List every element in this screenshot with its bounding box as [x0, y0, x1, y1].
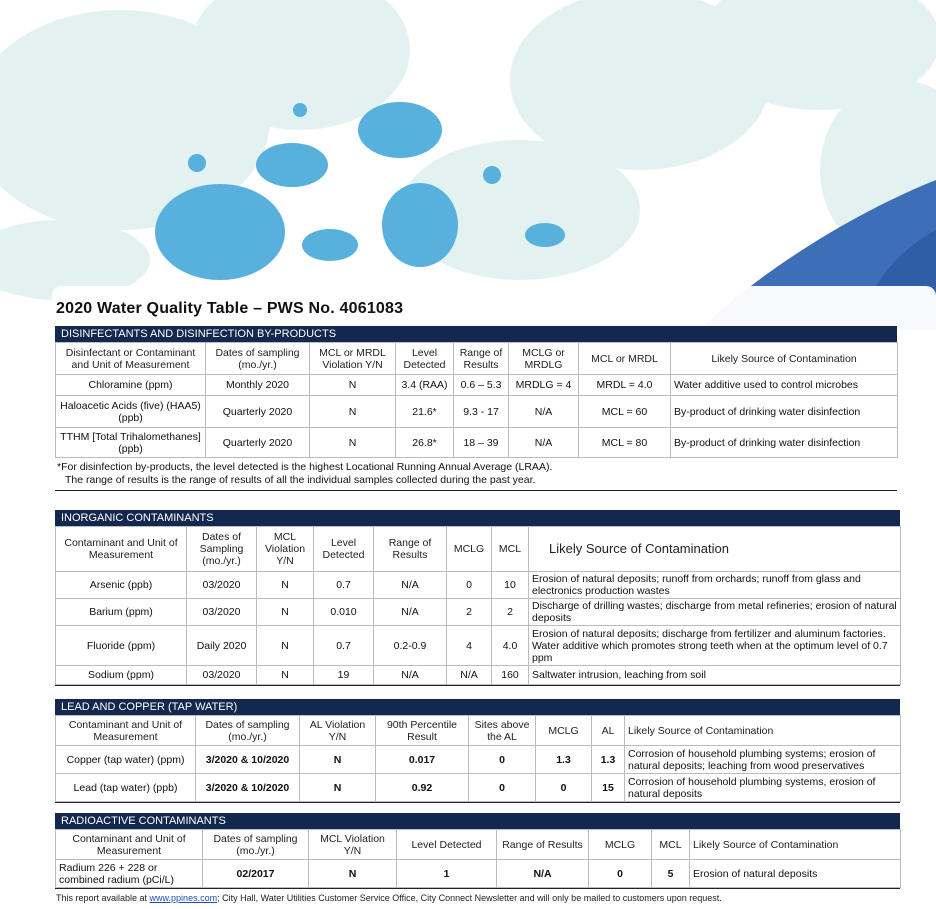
- table-cell: 0: [447, 572, 492, 599]
- section-heading: DISINFECTANTS AND DISINFECTION BY-PRODUCTS: [55, 326, 897, 342]
- column-header: MCL or MRDL Violation Y/N: [310, 343, 396, 375]
- table-cell: 3.4 (RAA): [396, 375, 454, 396]
- column-header: MCLG: [447, 527, 492, 572]
- table-cell: 0: [469, 774, 536, 802]
- lead-copper-section: [55, 699, 900, 803]
- column-header: MCL: [652, 830, 690, 860]
- table-row: [56, 428, 898, 458]
- table-cell: Haloacetic Acids (five) (HAA5) (ppb): [56, 396, 206, 428]
- column-header: Range of Results: [454, 343, 509, 375]
- table-cell: 2: [447, 599, 492, 626]
- column-header: 90th Percentile Result: [376, 716, 469, 746]
- table-cell: Water additive used to control microbes: [671, 375, 898, 396]
- table-cell: 0.010: [314, 599, 374, 626]
- table-cell: 4.0: [492, 626, 529, 666]
- header-row: [56, 830, 901, 860]
- droplet: [293, 103, 307, 117]
- table-cell: N/A: [509, 396, 579, 428]
- column-header: Dates of sampling (mo./yr.): [203, 830, 309, 860]
- droplet: [256, 143, 328, 187]
- column-header: MCL: [492, 527, 529, 572]
- footer-suffix: ; City Hall, Water Utilities Customer Service Office, City Connect Newsletter and will only be mailed to customers upon request.: [217, 893, 722, 903]
- section-heading: INORGANIC CONTAMINANTS: [55, 510, 900, 526]
- table-cell: N/A: [374, 666, 447, 685]
- footnote-line: *For disinfection by-products, the level detected is the highest Locational Running Annual Average (LRAA).: [57, 461, 553, 473]
- table-cell: Radium 226 + 228 or combined radium (pCi/L): [56, 860, 203, 888]
- table-cell: MCL = 80: [579, 428, 671, 458]
- header-row: [56, 716, 901, 746]
- table-cell: MRDLG = 4: [509, 375, 579, 396]
- section-heading: LEAD AND COPPER (TAP WATER): [55, 699, 900, 715]
- column-header: Likely Source of Contamination: [671, 343, 898, 375]
- table-cell: 0.92: [376, 774, 469, 802]
- column-header: MCLG: [536, 716, 592, 746]
- table-cell: MCL = 60: [579, 396, 671, 428]
- table-cell: N/A: [497, 860, 589, 888]
- table-cell: 0.7: [314, 572, 374, 599]
- column-header: Level Detected: [314, 527, 374, 572]
- table-cell: 26.8*: [396, 428, 454, 458]
- table-cell: Sodium (ppm): [56, 666, 187, 685]
- table-cell: 0.6 – 5.3: [454, 375, 509, 396]
- footnote-line: The range of results is the range of results of all the individual samples collected during the past year.: [65, 474, 536, 486]
- table-cell: 0.2-0.9: [374, 626, 447, 666]
- table-cell: N: [257, 666, 314, 685]
- table-cell: 03/2020: [187, 666, 257, 685]
- table-cell: Corrosion of household plumbing systems, erosion of natural deposits: [625, 774, 901, 802]
- column-header: MCL Violation Y/N: [309, 830, 397, 860]
- table-cell: Barium (ppm): [56, 599, 187, 626]
- radioactive-section: [55, 813, 900, 889]
- droplet: [302, 229, 358, 261]
- table-cell: Arsenic (ppb): [56, 572, 187, 599]
- droplet: [155, 184, 285, 280]
- column-header: MCL or MRDL: [579, 343, 671, 375]
- column-header: Likely Source of Contamination: [529, 527, 901, 572]
- table-cell: Copper (tap water) (ppm): [56, 746, 196, 774]
- footer-note: [56, 893, 722, 903]
- droplet: [483, 166, 501, 184]
- table-cell: 160: [492, 666, 529, 685]
- footer-prefix: This report available at: [56, 893, 150, 903]
- column-header: Disinfectant or Contaminant and Unit of Measurement: [56, 343, 206, 375]
- table-cell: 1.3: [592, 746, 625, 774]
- table-cell: 19: [314, 666, 374, 685]
- droplet: [358, 102, 442, 158]
- column-header: Contaminant and Unit of Measurement: [56, 527, 187, 572]
- table-cell: N: [300, 746, 376, 774]
- column-header: MCLG or MRDLG: [509, 343, 579, 375]
- table-cell: By-product of drinking water disinfection: [671, 428, 898, 458]
- radioactive-table: [55, 829, 901, 888]
- column-header: Range of Results: [374, 527, 447, 572]
- column-header: MCLG: [589, 830, 652, 860]
- website-link[interactable]: www.ppines.com: [149, 893, 218, 903]
- table-cell: By-product of drinking water disinfection: [671, 396, 898, 428]
- column-header: Dates of Sampling (mo./yr.): [187, 527, 257, 572]
- column-header: Sites above the AL: [469, 716, 536, 746]
- table-cell: Erosion of natural deposits: [690, 860, 901, 888]
- table-cell: MRDL = 4.0: [579, 375, 671, 396]
- table-cell: N: [310, 428, 396, 458]
- column-header: Level Detected: [396, 343, 454, 375]
- column-header: Dates of sampling (mo./yr.): [196, 716, 300, 746]
- section-heading: RADIOACTIVE CONTAMINANTS: [55, 813, 900, 829]
- column-header: Contaminant and Unit of Measurement: [56, 830, 203, 860]
- table-cell: N: [300, 774, 376, 802]
- table-row: [56, 626, 901, 666]
- column-header: Dates of sampling (mo./yr.): [206, 343, 310, 375]
- table-row: [56, 396, 898, 428]
- table-cell: 0: [589, 860, 652, 888]
- table-row: [56, 375, 898, 396]
- table-cell: N: [257, 599, 314, 626]
- table-cell: Lead (tap water) (ppb): [56, 774, 196, 802]
- table-cell: 0.7: [314, 626, 374, 666]
- column-header: AL: [592, 716, 625, 746]
- table-cell: N/A: [509, 428, 579, 458]
- table-cell: Saltwater intrusion, leaching from soil: [529, 666, 901, 685]
- table-cell: Erosion of natural deposits; runoff from orchards; runoff from glass and electronics production wastes: [529, 572, 901, 599]
- table-cell: N: [309, 860, 397, 888]
- column-header: Level Detected: [397, 830, 497, 860]
- table-cell: 4: [447, 626, 492, 666]
- table-cell: N/A: [374, 572, 447, 599]
- column-header: AL Violation Y/N: [300, 716, 376, 746]
- table-cell: Corrosion of household plumbing systems; erosion of natural deposits; leaching from wood preservatives: [625, 746, 901, 774]
- table-cell: Monthly 2020: [206, 375, 310, 396]
- table-cell: 03/2020: [187, 572, 257, 599]
- inorganic-section: [55, 510, 900, 686]
- droplet: [525, 223, 565, 247]
- table-cell: TTHM [Total Trihalomethanes] (ppb): [56, 428, 206, 458]
- table-cell: 3/2020 & 10/2020: [196, 774, 300, 802]
- table-cell: 9.3 - 17: [454, 396, 509, 428]
- disinfectants-table: [55, 342, 898, 458]
- table-cell: N/A: [447, 666, 492, 685]
- table-row: [56, 774, 901, 802]
- column-header: Contaminant and Unit of Measurement: [56, 716, 196, 746]
- section-divider: [55, 888, 900, 889]
- header-row: [56, 527, 901, 572]
- table-cell: Quarterly 2020: [206, 396, 310, 428]
- table-cell: Discharge of drilling wastes; discharge from metal refineries; erosion of natural deposits: [529, 599, 901, 626]
- lead-copper-table: [55, 715, 901, 802]
- table-row: [56, 860, 901, 888]
- table-cell: 03/2020: [187, 599, 257, 626]
- header-row: [56, 343, 898, 375]
- table-cell: N: [257, 572, 314, 599]
- table-row: [56, 572, 901, 599]
- table-cell: Erosion of natural deposits; discharge from fertilizer and aluminum factories. Water additive which promotes strong teeth when at the optimum level of 0.7 ppm: [529, 626, 901, 666]
- table-cell: 5: [652, 860, 690, 888]
- table-cell: 1.3: [536, 746, 592, 774]
- table-cell: Chloramine (ppm): [56, 375, 206, 396]
- table-cell: 02/2017: [203, 860, 309, 888]
- table-cell: N: [310, 396, 396, 428]
- column-header: MCL Violation Y/N: [257, 527, 314, 572]
- column-header: Likely Source of Contamination: [690, 830, 901, 860]
- disinfectants-section: [55, 326, 897, 491]
- column-header: Range of Results: [497, 830, 589, 860]
- table-cell: 18 – 39: [454, 428, 509, 458]
- table-cell: 3/2020 & 10/2020: [196, 746, 300, 774]
- table-cell: 10: [492, 572, 529, 599]
- table-cell: N: [310, 375, 396, 396]
- page-title: 2020 Water Quality Table – PWS No. 4061083: [56, 300, 404, 317]
- table-row: [56, 599, 901, 626]
- droplet: [382, 183, 458, 267]
- table-row: [56, 666, 901, 685]
- column-header: Likely Source of Contamination: [625, 716, 901, 746]
- table-cell: 2: [492, 599, 529, 626]
- table-cell: 0.017: [376, 746, 469, 774]
- table-row: [56, 746, 901, 774]
- table-cell: Daily 2020: [187, 626, 257, 666]
- table-cell: N: [257, 626, 314, 666]
- table-cell: N/A: [374, 599, 447, 626]
- table-cell: 21.6*: [396, 396, 454, 428]
- table-cell: Quarterly 2020: [206, 428, 310, 458]
- table-cell: 0: [536, 774, 592, 802]
- droplet: [188, 154, 206, 172]
- footnote: [55, 458, 897, 491]
- table-cell: Fluoride (ppm): [56, 626, 187, 666]
- table-cell: 1: [397, 860, 497, 888]
- section-divider: [55, 802, 900, 803]
- table-cell: 15: [592, 774, 625, 802]
- section-divider: [55, 685, 900, 686]
- table-cell: 0: [469, 746, 536, 774]
- inorganic-table: [55, 526, 901, 685]
